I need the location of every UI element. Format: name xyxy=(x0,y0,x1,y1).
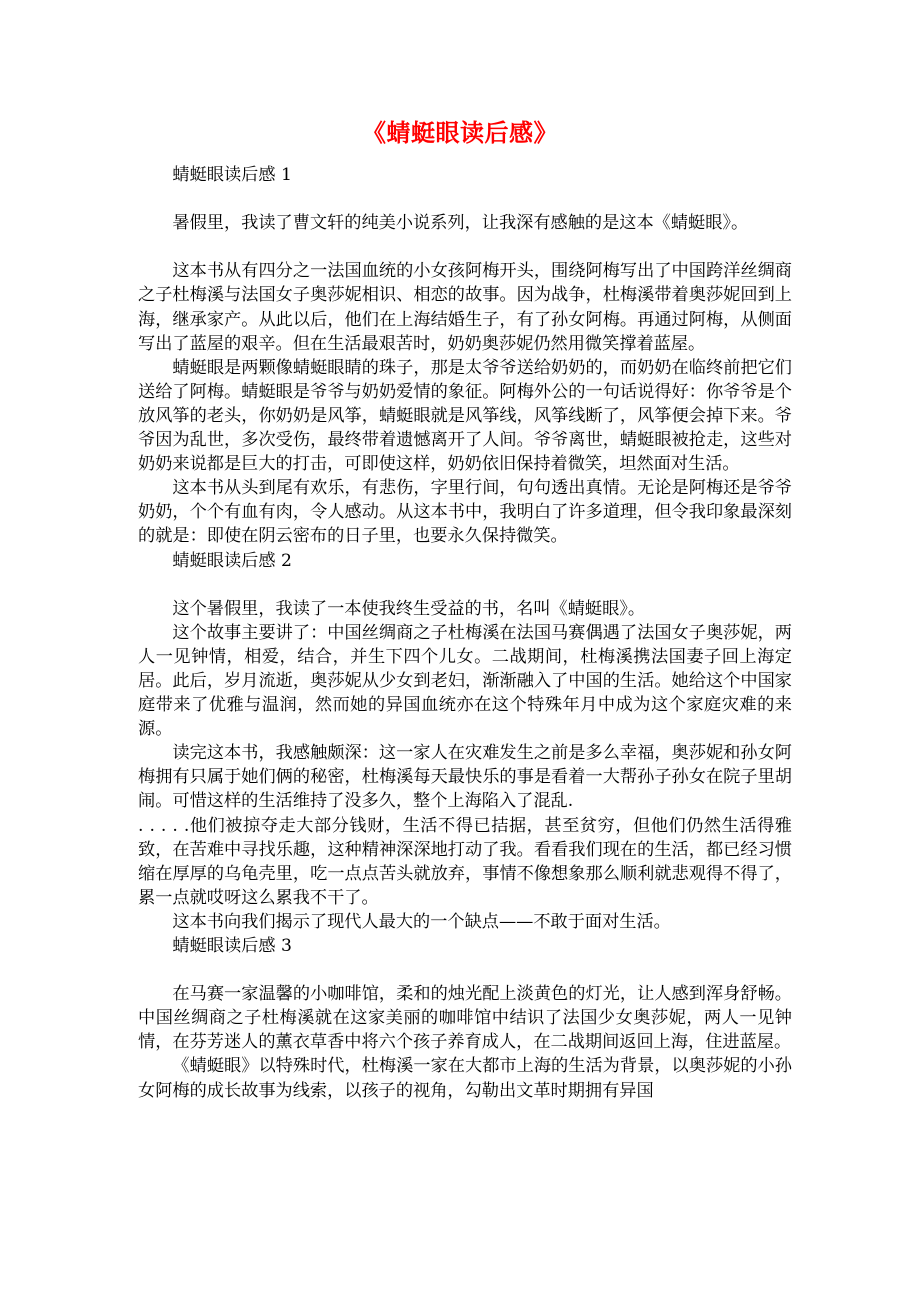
document-body xyxy=(138,163,792,1103)
paragraph: 在马赛一家温馨的小咖啡馆，柔和的烛光配上淡黄色的灯光，让人感到浑身舒畅。中国丝绸商之子杜梅溪就在这家美丽的咖啡馆中结识了法国少女奥莎妮，两人一见钟情，在芬芳迷人的薰衣草香中将六个孩子养育成人，在二战期间返回上海，住进蓝屋。 xyxy=(138,984,792,1053)
paragraph: 这本书从头到尾有欢乐，有悲伤，字里行间，句句透出真情。无论是阿梅还是爷爷奶奶，个个有血有肉，令人感动。从这本书中，我明白了许多道理，但令我印象最深刻的就是：即使在阴云密布的日子里，也要永久保持微笑。 xyxy=(138,478,792,547)
spacer-line xyxy=(138,958,792,982)
paragraph: 暑假里，我读了曹文轩的纯美小说系列，让我深有感触的是这本《蜻蜓眼》。 xyxy=(172,213,749,234)
paragraph: 《蜻蜓眼》以特殊时代，杜梅溪一家在大都市上海的生活为背景，以奥莎妮的小孙女阿梅的成长故事为线索，以孩子的视角，勾勒出文革时期拥有异国 xyxy=(138,1056,792,1101)
spacer-line xyxy=(138,235,792,259)
page-title: 《蜻蜓眼读后感》 xyxy=(362,118,558,147)
paragraph: 读完这本书，我感触颇深：这一家人在灾难发生之前是多么幸福，奥莎妮和孙女阿梅拥有只属于她们俩的秘密，杜梅溪每天最快乐的事是看着一大帮孙子孙女在院子里胡闹。可惜这样的生活维持了没多久，整个上海陷入了混乱. xyxy=(138,743,792,812)
spacer-line xyxy=(138,187,792,211)
paragraph: 这个暑假里，我读了一本使我终生受益的书，名叫《蜻蜓眼》。 xyxy=(172,598,646,619)
section-heading-1: 蜻蜓眼读后感 1 xyxy=(172,165,292,185)
section-heading-3: 蜻蜓眼读后感 3 xyxy=(172,936,292,956)
paragraph: 这个故事主要讲了：中国丝绸商之子杜梅溪在法国马赛偶遇了法国女子奥莎妮，两人一见钟情，相爱，结合，并生下四个儿女。二战期间，杜梅溪携法国妻子回上海定居。此后，岁月流逝，奥莎妮从少女到老妇，渐渐融入了中国的生活。她给这个中国家庭带来了优雅与温润，然而她的异国血统亦在这个特殊年月中成为这个家庭灾难的来源。 xyxy=(138,622,792,740)
paragraph: 这本书从有四分之一法国血统的小女孩阿梅开头，围绕阿梅写出了中国跨洋丝绸商之子杜梅溪与法国女子奥莎妮相识、相恋的故事。因为战争，杜梅溪带着奥莎妮回到上海，继承家产。从此以后，他们在上海结婚生子，有了孙女阿梅。再通过阿梅，从侧面写出了蓝屋的艰辛。但在生活最艰苦时，奶奶奥莎妮仍然用微笑撑着蓝屋。 xyxy=(138,261,792,354)
paragraph: 蜻蜓眼是两颗像蜻蜓眼睛的珠子，那是太爷爷送给奶奶的，而奶奶在临终前把它们送给了阿梅。蜻蜓眼是爷爷与奶奶爱情的象征。阿梅外公的一句话说得好：你爷爷是个放风筝的老头，你奶奶是风筝，蜻蜓眼就是风筝线，风筝线断了，风筝便会掉下来。爷爷因为乱世，多次受伤，最终带着遗憾离开了人间。爷爷离世，蜻蜓眼被抢走，这些对奶奶来说都是巨大的打击，可即使这样，奶奶依旧保持着微笑，坦然面对生活。 xyxy=(138,357,792,475)
paragraph: . . . . .他们被掠夺走大部分钱财，生活不得已拮据，甚至贫穷，但他们仍然生活得雅致，在苦难中寻找乐趣，这种精神深深地打动了我。看看我们现在的生活，都已经习惯缩在厚厚的乌龟壳里，吃一点点苦头就放弃，事情不像想象那么顺利就悲观得不得了，累一点就哎呀这么累我不干了。 xyxy=(138,815,792,908)
spacer-line xyxy=(138,573,792,597)
paragraph: 这本书向我们揭示了现代人最大的一个缺点——不敢于面对生活。 xyxy=(172,911,671,932)
section-heading-2: 蜻蜓眼读后感 2 xyxy=(172,550,292,571)
